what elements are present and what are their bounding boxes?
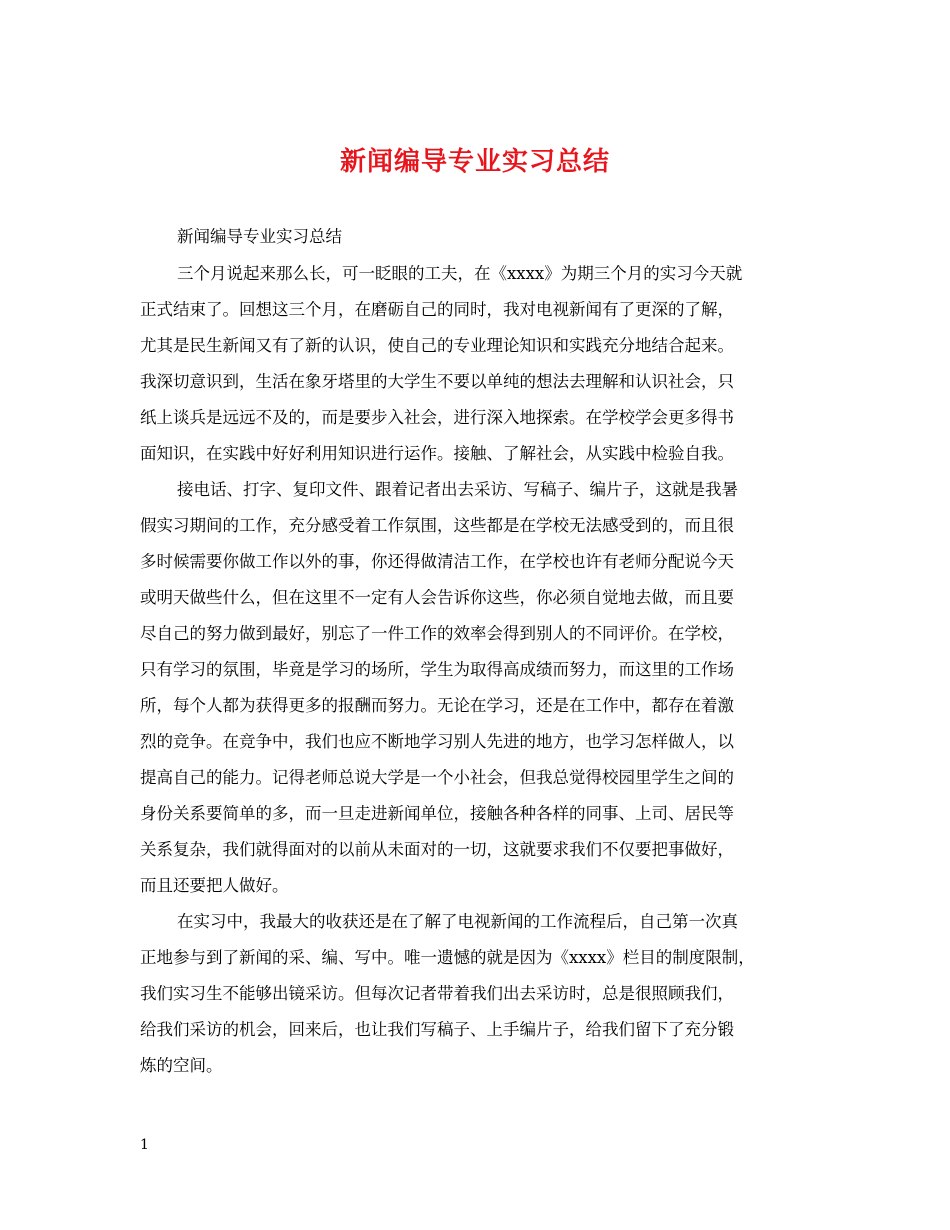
paragraph-line: 身份关系要简单的多，而一旦走进新闻单位，接触各种各样的同事、上司、居民等 (140, 804, 734, 823)
paragraph-line: 多时候需要你做工作以外的事，你还得做清洁工作，在学校也许有老师分配说今天 (140, 552, 734, 571)
paragraph-line: 关系复杂，我们就得面对的以前从未面对的一切，这就要求我们不仅要把事做好， (140, 840, 734, 859)
paragraph-line: 三个月说起来那么长，可一眨眼的工夫，在《xxxx》为期三个月的实习今天就 (177, 264, 743, 283)
paragraph-line: 正地参与到了新闻的采、编、写中。唯一遗憾的就是因为《xxxx》栏目的制度限制， (140, 948, 755, 967)
paragraph-line: 烈的竞争。在竞争中，我们也应不断地学习别人先进的地方，也学习怎样做人，以 (140, 732, 734, 751)
paragraph-line: 或明天做些什么，但在这里不一定有人会告诉你这些，你必须自觉地去做，而且要 (140, 588, 734, 607)
paragraph-line: 我深切意识到，生活在象牙塔里的大学生不要以单纯的想法去理解和认识社会，只 (140, 372, 734, 391)
paragraph-line: 给我们采访的机会，回来后，也让我们写稿子、上手编片子，给我们留下了充分锻 (140, 1020, 734, 1039)
paragraph-line: 尤其是民生新闻又有了新的认识，使自己的专业理论知识和实践充分地结合起来。 (140, 336, 734, 355)
paragraph-line: 提高自己的能力。记得老师总说大学是一个小社会，但我总觉得校园里学生之间的 (140, 768, 734, 787)
page-number: 1 (140, 1137, 149, 1153)
paragraph-line: 面知识，在实践中好好利用知识进行运作。接触、了解社会，从实践中检验自我。 (140, 444, 734, 463)
paragraph-line: 尽自己的努力做到最好，别忘了一件工作的效率会得到别人的不同评价。在学校， (140, 624, 734, 643)
paragraph-line: 正式结束了。回想这三个月，在磨砺自己的同时，我对电视新闻有了更深的了解， (140, 300, 734, 319)
paragraph-line: 接电话、打字、复印文件、跟着记者出去采访、写稿子、编片子，这就是我暑 (177, 480, 738, 499)
paragraph-line: 纸上谈兵是远远不及的，而是要步入社会，进行深入地探索。在学校学会更多得书 (140, 408, 734, 427)
paragraph-line: 只有学习的氛围，毕竟是学习的场所，学生为取得高成绩而努力，而这里的工作场 (140, 660, 734, 679)
paragraph-line: 而且还要把人做好。 (140, 876, 289, 895)
document-subtitle: 新闻编导专业实习总结 (177, 227, 342, 246)
paragraph-line: 炼的空间。 (140, 1056, 223, 1075)
paragraph-line: 我们实习生不能够出镜采访。但每次记者带着我们出去采访时，总是很照顾我们， (140, 984, 734, 1003)
paragraph-line: 所，每个人都为获得更多的报酬而努力。无论在学习，还是在工作中，都存在着激 (140, 696, 734, 715)
paragraph-line: 假实习期间的工作，充分感受着工作氛围，这些都是在学校无法感受到的，而且很 (140, 516, 734, 535)
document-title: 新闻编导专业实习总结 (339, 147, 610, 177)
paragraph-line: 在实习中，我最大的收获还是在了解了电视新闻的工作流程后，自己第一次真 (177, 912, 738, 931)
